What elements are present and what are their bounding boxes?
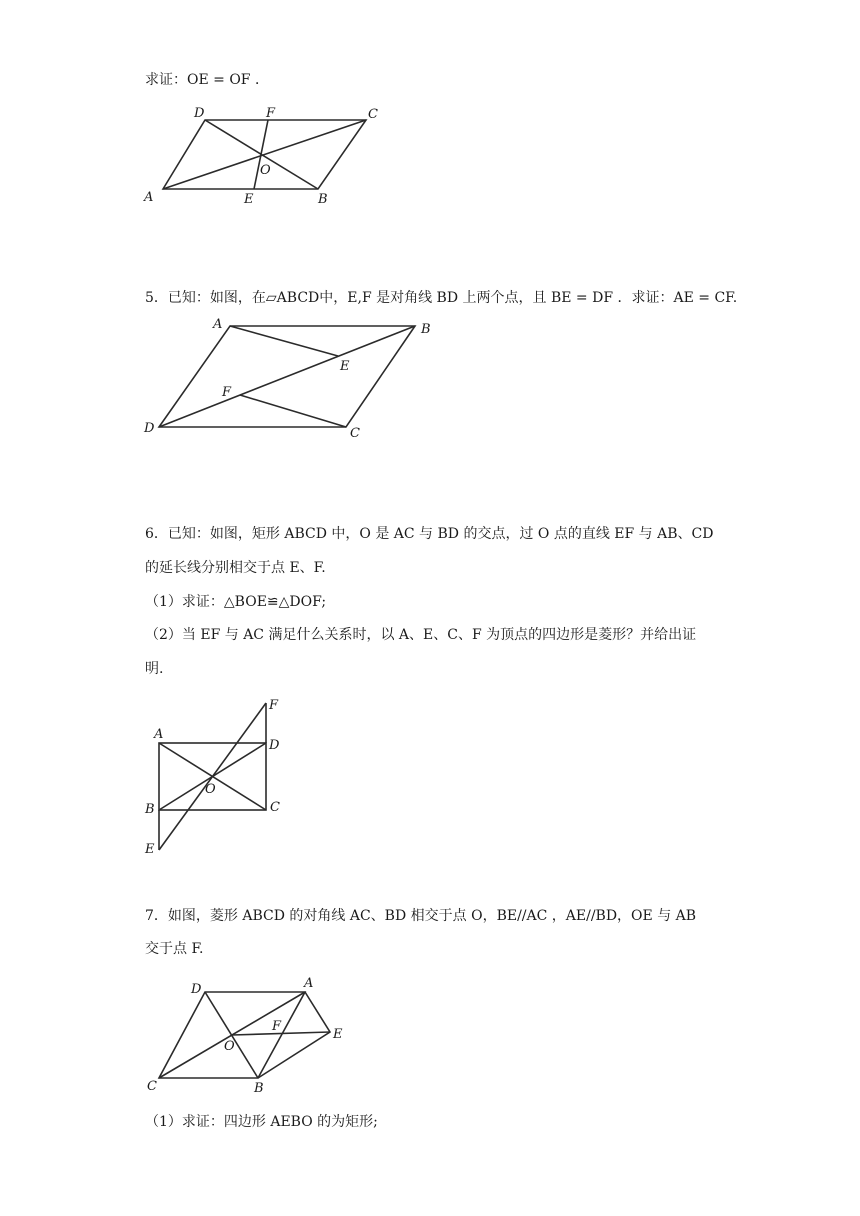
q6-label-c: C	[270, 800, 280, 815]
q4-label-b: B	[318, 192, 328, 207]
q6-label-a: A	[154, 727, 164, 742]
q4-label-f: F	[266, 106, 276, 121]
q6-statement-line1: 6．已知：如图，矩形 ABCD 中，O 是 AC 与 BD 的交点，过 O 点的直线 EF 与 AB、CD	[145, 526, 714, 542]
q7-label-b: B	[254, 1081, 264, 1096]
q6-part1: （1）求证：△BOE≌△DOF;	[145, 594, 327, 610]
q5-label-d: D	[144, 421, 155, 436]
q4-prove-line: 求证：OE = OF ．	[145, 72, 269, 88]
q7-label-f: F	[272, 1019, 282, 1034]
q6-label-b: B	[145, 802, 155, 817]
q4-label-d: D	[194, 106, 205, 121]
q4-label-a: A	[144, 190, 154, 205]
q4-label-e: E	[244, 192, 254, 207]
q5-label-c: C	[350, 426, 360, 441]
q6-part2-line1: （2）当 EF 与 AC 满足什么关系时，以 A、E、C、F 为顶点的四边形是菱形？并给出证	[145, 627, 697, 643]
q7-label-o: O	[224, 1039, 235, 1054]
q7-label-d: D	[191, 982, 202, 997]
q6-label-o: O	[205, 782, 216, 797]
q7-statement-line2: 交于点 F.	[145, 941, 204, 957]
q7-label-c: C	[147, 1079, 157, 1094]
q7-part1: （1）求证：四边形 AEBO 的为矩形;	[145, 1114, 378, 1130]
q5-label-f: F	[222, 385, 232, 400]
q7-rhombus	[159, 992, 330, 1078]
q6-label-d: D	[269, 738, 280, 753]
q7-label-e: E	[333, 1027, 343, 1042]
q5-label-b: B	[421, 322, 431, 337]
q5-label-e: E	[340, 359, 350, 374]
q7-statement-line1: 7．如图，菱形 ABCD 的对角线 AC、BD 相交于点 O，BE//AC ，AE//BD，OE 与 AB	[145, 908, 697, 924]
q7-label-a: A	[304, 976, 314, 991]
q6-label-e: E	[145, 842, 155, 857]
q5-statement: 5．已知：如图，在▱ABCD中，E,F 是对角线 BD 上两个点，且 BE = DF ．求证：AE = CF.	[145, 290, 738, 306]
q5-label-a: A	[213, 317, 223, 332]
q6-label-f: F	[269, 698, 279, 713]
q4-label-o: O	[260, 163, 271, 178]
q6-part2-line2: 明.	[145, 661, 164, 677]
q4-label-c: C	[368, 107, 378, 122]
q6-statement-line2: 的延长线分别相交于点 E、F.	[145, 560, 326, 576]
